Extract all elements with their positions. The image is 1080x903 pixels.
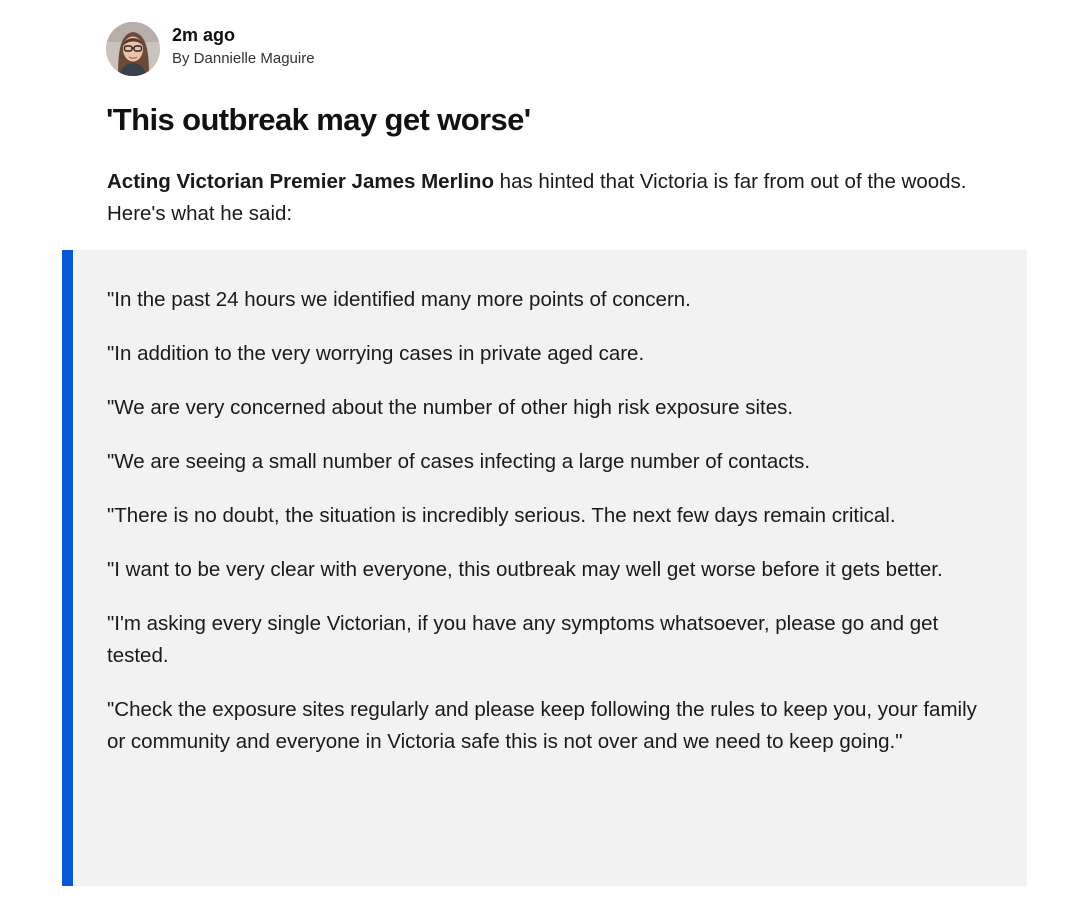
byline: [106, 22, 315, 76]
quote-paragraph: "Check the exposure sites regularly and please keep following the rules to keep you, your family or community and everyone in Victoria safe this is not over and we need to keep going.": [107, 698, 977, 753]
post-headline: 'This outbreak may get worse': [106, 102, 531, 137]
intro-speaker-name: Acting Victorian Premier James Merlino: [107, 170, 494, 193]
post-timestamp: 2m ago: [172, 25, 236, 45]
quote-paragraph: "I'm asking every single Victorian, if you have any symptoms whatsoever, please go and get tested.: [107, 612, 939, 667]
quote-paragraph: "In addition to the very worrying cases in private aged care.: [107, 342, 645, 365]
quote-paragraph: "We are seeing a small number of cases infecting a large number of contacts.: [107, 450, 811, 473]
post-author: By Dannielle Maguire: [172, 50, 315, 67]
quote-paragraph: "I want to be very clear with everyone, this outbreak may well get worse before it gets better.: [107, 558, 943, 581]
intro-text: has hinted that Victoria is far from out of the woods. Here's what he said:: [107, 170, 967, 225]
quote-paragraph: "There is no doubt, the situation is incredibly serious. The next few days remain critical.: [107, 504, 896, 527]
quote-block: [62, 250, 1027, 886]
post-intro: [107, 166, 987, 230]
author-portrait-icon: [106, 22, 160, 76]
byline-meta: [172, 24, 315, 69]
quote-paragraph: "We are very concerned about the number of other high risk exposure sites.: [107, 396, 794, 419]
quote-paragraph: "In the past 24 hours we identified many more points of concern.: [107, 288, 691, 311]
author-avatar: [106, 22, 160, 76]
